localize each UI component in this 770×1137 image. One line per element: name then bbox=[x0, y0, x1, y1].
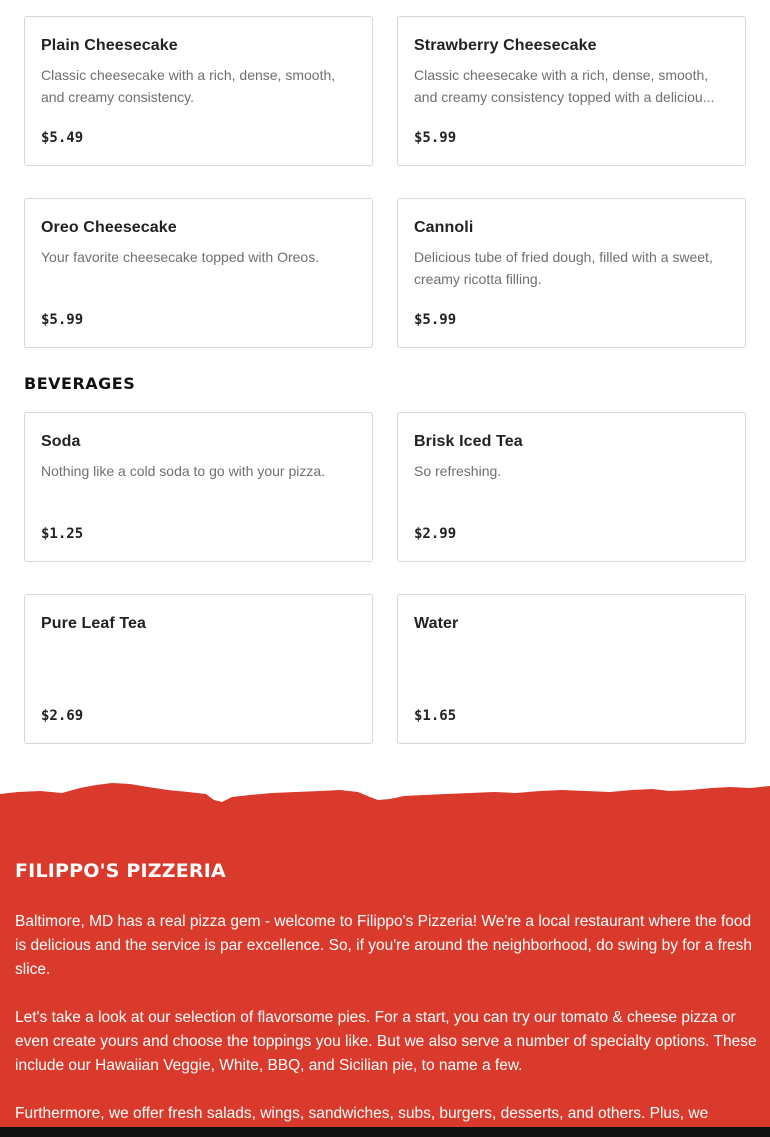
menu-item-description: So refreshing. bbox=[414, 463, 502, 479]
menu-item-description: Your favorite cheesecake topped with Oreos. bbox=[41, 249, 320, 265]
footer-paragraph: Baltimore, MD has a real pizza gem - welcome to Filippo's Pizzeria! We're a local restaurant where the food is delicious and the service is par excellence. So, if you're around the neighborhood, do swing by for a fresh slice. bbox=[15, 913, 753, 978]
menu-item-description bbox=[414, 642, 729, 686]
footer-paragraph: Furthermore, we offer fresh salads, wings, sandwiches, subs, burgers, desserts, and others. Plus, we bbox=[15, 1105, 709, 1122]
menu-item-description bbox=[41, 642, 356, 686]
menu-item-card[interactable] bbox=[24, 594, 373, 744]
bottom-bar bbox=[0, 1127, 770, 1137]
menu-item-name: Oreo Cheesecake bbox=[41, 219, 177, 236]
menu-item-name: Brisk Iced Tea bbox=[414, 433, 523, 450]
menu-item-price: $2.99 bbox=[414, 526, 457, 542]
menu-item-name: Plain Cheesecake bbox=[41, 37, 178, 54]
menu-item-name: Water bbox=[414, 615, 459, 632]
menu-item-price: $5.99 bbox=[41, 312, 84, 328]
menu-item-card[interactable] bbox=[24, 412, 373, 562]
menu-item-card[interactable] bbox=[397, 594, 746, 744]
menu-item-card[interactable] bbox=[397, 16, 746, 166]
footer-paragraph: Let's take a look at our selection of flavorsome pies. For a start, you can try our tomato & cheese pizza or even create yours and choose the toppings you like. But we also serve a number of specialty options. These include our Hawaiian Veggie, White, BBQ, and Sicilian pie, to name a few. bbox=[15, 1009, 757, 1074]
menu-item-description: Classic cheesecake with a rich, dense, smooth, and creamy consistency. bbox=[41, 67, 336, 105]
menu-item-price: $1.25 bbox=[41, 526, 84, 542]
menu-item-price: $5.49 bbox=[41, 130, 84, 146]
menu-item-price: $5.99 bbox=[414, 312, 457, 328]
section-title-beverages: BEVERAGES bbox=[24, 374, 136, 393]
menu-item-card[interactable] bbox=[397, 198, 746, 348]
menu-item-card[interactable] bbox=[24, 16, 373, 166]
menu-item-price: $1.65 bbox=[414, 708, 457, 724]
menu-item-description: Delicious tube of fried dough, filled with a sweet, creamy ricotta filling. bbox=[414, 249, 713, 287]
menu-item-name: Cannoli bbox=[414, 219, 474, 236]
menu-item-name: Pure Leaf Tea bbox=[41, 615, 147, 632]
menu-item-card[interactable] bbox=[397, 412, 746, 562]
menu-item-name: Soda bbox=[41, 433, 81, 450]
footer-brand-name: FILIPPO'S PIZZERIA bbox=[15, 860, 226, 882]
menu-item-price: $2.69 bbox=[41, 708, 84, 724]
menu-item-name: Strawberry Cheesecake bbox=[414, 37, 597, 54]
menu-item-price: $5.99 bbox=[414, 130, 457, 146]
menu-item-description: Nothing like a cold soda to go with your pizza. bbox=[41, 463, 326, 479]
site-footer bbox=[0, 782, 770, 1127]
menu-item-card[interactable] bbox=[24, 198, 373, 348]
menu-item-description: Classic cheesecake with a rich, dense, smooth, and creamy consistency topped with a deliciou... bbox=[414, 67, 715, 105]
